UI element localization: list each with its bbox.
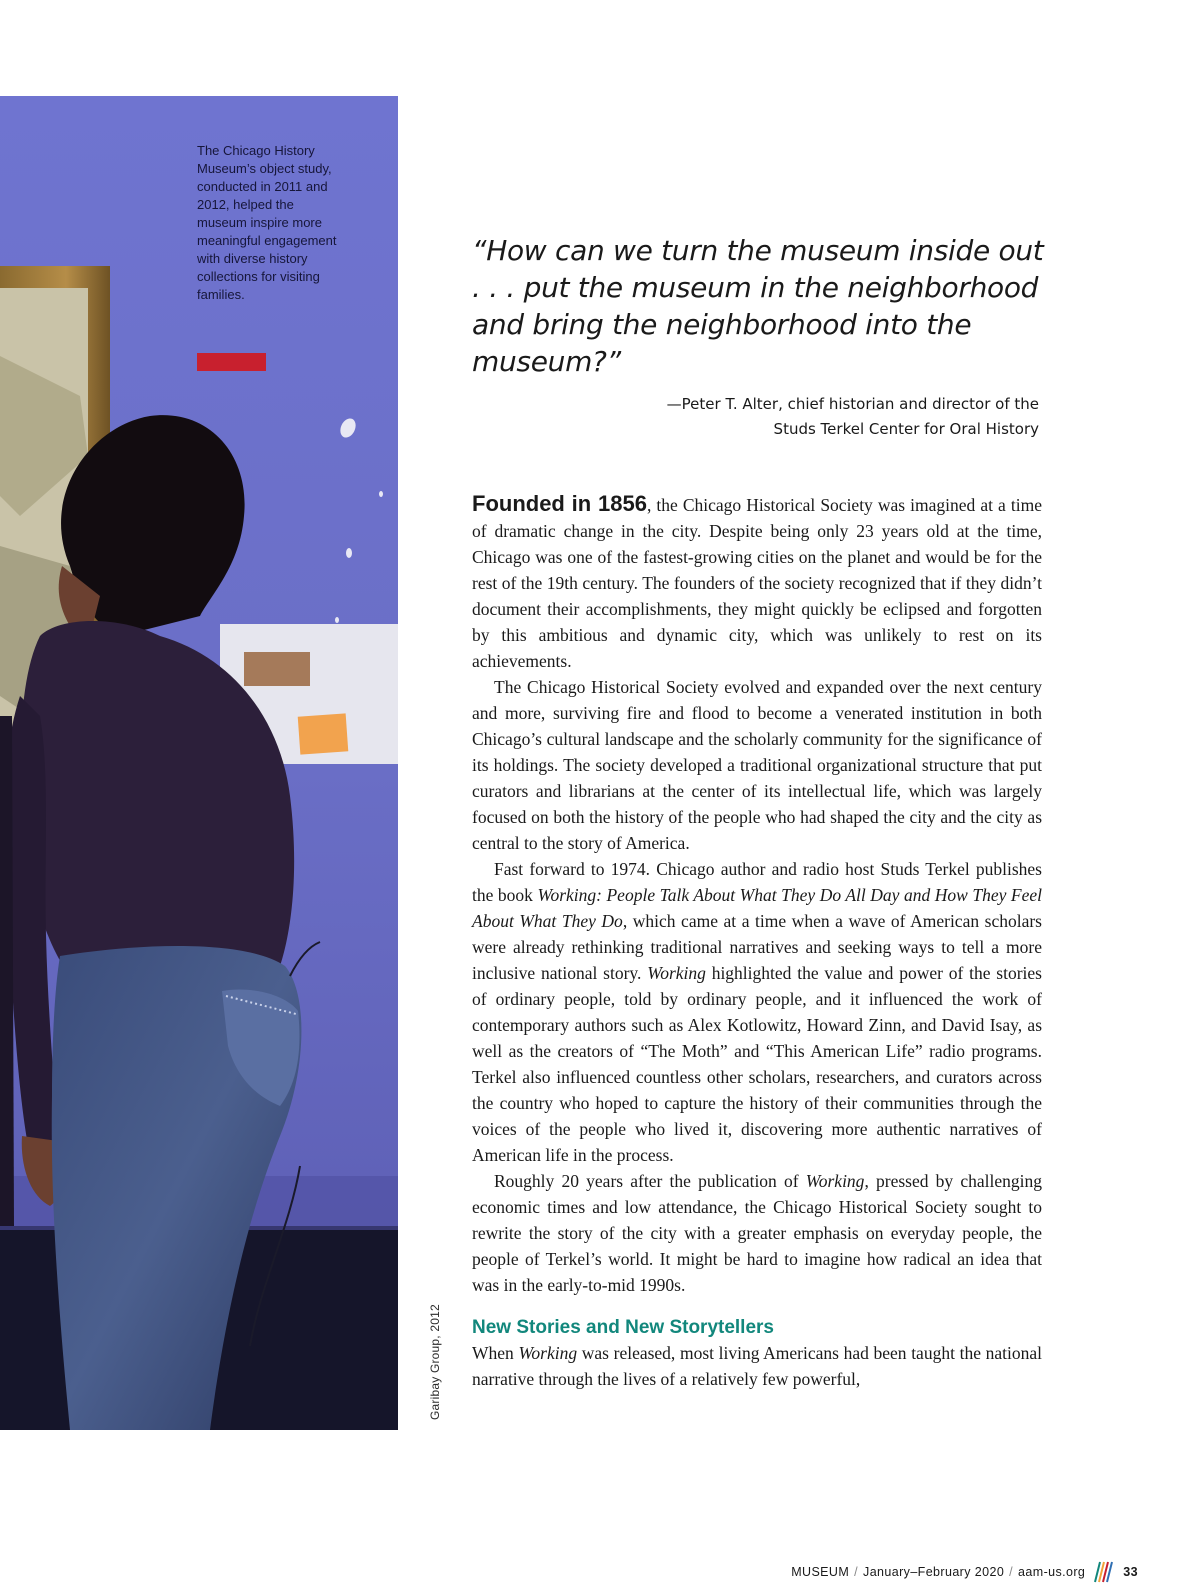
caption-accent-bar	[197, 353, 266, 371]
section-subhead: New Stories and New Storytellers	[472, 1317, 774, 1338]
aam-stripes-icon	[1091, 1560, 1115, 1584]
paragraph-5: When Working was released, most living Americans had been taught the national narrative through the lives of a relatively few powerful,	[472, 1343, 1042, 1389]
paragraph-4: Roughly 20 years after the publication of Working, pressed by challenging economic times and low attendance, the Chicago Historical Society sought to rewrite the story of the city with a greater emphasis on everyday people, the people of Terkel’s world. It might be hard to imagine how radical an idea that was in the early-to-mid 1990s.	[472, 1171, 1042, 1295]
pull-quote-attribution	[560, 392, 1039, 442]
page-number: 33	[1123, 1565, 1138, 1579]
issue-date: January–February 2020	[863, 1565, 1005, 1579]
museum-photo	[0, 96, 398, 1430]
lead-in: Founded in 1856	[472, 491, 647, 516]
sticky-note-shape	[298, 713, 349, 754]
pull-quote: “How can we turn the museum inside out . . . put the museum in the neighborhood and bring the neighborhood into the museum?”	[472, 234, 1044, 378]
magazine-name: MUSEUM	[791, 1565, 850, 1579]
attribution-line-1: —Peter T. Alter, chief historian and director of the	[666, 395, 1039, 413]
article-body	[472, 491, 1042, 1392]
paragraph-1: Founded in 1856, the Chicago Historical Society was imagined at a time of dramatic change in the city. Despite being only 23 years old at the time, Chicago was one of the fastest-growing cities on the planet and would be for the rest of the 19th century. The founders of the society recognized that if they didn’t document their accomplishments, they might quickly be eclipsed and forgotten by this ambitious and dynamic city, which was unlikely to rest on its achievements.	[472, 491, 1042, 671]
book-title: Working: People Talk About What They Do All Day and How They Feel About What They Do	[472, 885, 1043, 931]
photo-caption: The Chicago History Museum’s object study, conducted in 2011 and 2012, helped the museum inspire more meaningful engagement with diverse history collections for visiting families.	[197, 143, 337, 302]
attribution-line-2: Studs Terkel Center for Oral History	[773, 420, 1039, 438]
paragraph-2: The Chicago Historical Society evolved and expanded over the next century and more, surviving fire and flood to become a venerated institution in both Chicago’s cultural landscape and the scholarly community for the significance of its holdings. The society developed a traditional organizational structure that put curators and librarians at the center of its intellectual life, which was largely focused on both the history of the people who had shaped the city and the city as central to the story of America.	[472, 677, 1042, 853]
site-url: aam-us.org	[1018, 1565, 1086, 1579]
photo-credit: Garibay Group, 2012	[428, 1304, 442, 1420]
panel-photo	[244, 652, 310, 686]
page-footer: MUSEUM / January–February 2020 / aam-us.org 33	[791, 1562, 1138, 1582]
paragraph-3: Fast forward to 1974. Chicago author and radio host Studs Terkel publishes the book Working: People Talk About What They Do All Day and How They Feel About What They Do, which came at a time when a wave of American scholars were already rethinking traditional narratives and seeking ways to tell a more inclusive national story. Working highlighted the value and power of the stories of ordinary people, told by ordinary people, and it influenced the work of contemporary authors such as Alex Kotlowitz, Howard Zinn, and David Isay, as well as the creators of “The Moth” and “This American Life” radio programs. Terkel also influenced countless other scholars, researchers, and curators across the country who hoped to capture the history of their communities through the voices of the people who lived it, discovering more authentic narratives of American life in the process.	[472, 859, 1043, 1165]
